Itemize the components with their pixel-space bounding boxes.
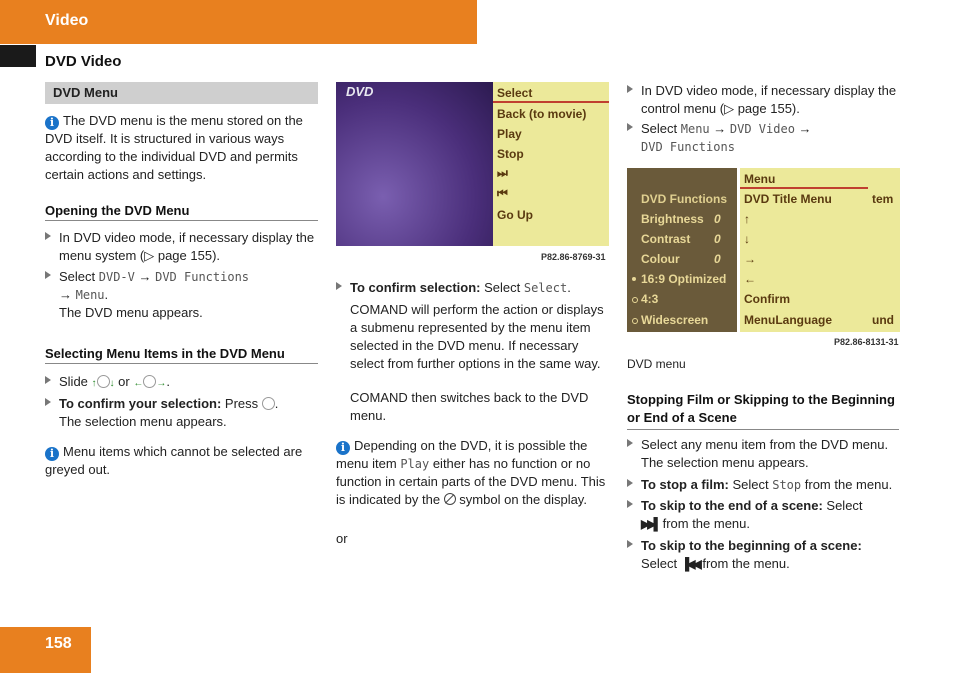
or-text: or — [114, 374, 134, 389]
menu-item: Back (to movie) — [497, 107, 587, 121]
left-icon: ← — [744, 272, 756, 286]
confirm-para-1: COMAND will perform the action or displays a submenu represented by the menu item selected in the DVD menu. If necessary select from further options in the same way. — [350, 302, 604, 371]
controller-icon — [143, 375, 156, 388]
brightness-value: 0 — [714, 212, 721, 226]
bullet-arrow-icon — [627, 85, 633, 93]
bullet-arrow-icon — [336, 282, 342, 290]
right-step-1-text: In DVD video mode, if necessary display the control menu (▷ page 155). — [641, 83, 897, 116]
dvd-menu-box-title: DVD Menu — [53, 85, 118, 100]
or-text: or — [336, 531, 348, 546]
down-arrow-icon: ↓ — [109, 378, 115, 389]
code-play: Play — [400, 457, 430, 471]
page-number-box — [0, 627, 91, 673]
menu-divider — [740, 187, 868, 189]
code-dvd-functions: DVD Functions — [155, 270, 250, 284]
period: . — [274, 396, 279, 411]
bullet-arrow-icon — [627, 479, 633, 487]
play-note-text-1: Depending on the DVD, it is possible the menu item — [336, 438, 588, 471]
open-step-1 — [45, 229, 319, 265]
stop-end: from the menu. — [801, 477, 893, 492]
skip-begin-label: To skip to the beginning of a scene: — [641, 538, 862, 553]
play-note — [336, 437, 611, 509]
colour-item: Colour — [641, 252, 680, 266]
dvd-video-image — [336, 82, 493, 246]
menu-item: Go Up — [497, 208, 533, 222]
confirm-text: Select — [480, 280, 524, 295]
confirm-label: To confirm selection: — [350, 280, 481, 295]
screenshot-caption: P82.86-8769-31 — [541, 252, 606, 262]
stop-step-1 — [627, 436, 916, 472]
open-result: The DVD menu appears. — [59, 305, 203, 320]
ratio-item: 4:3 — [641, 292, 659, 306]
code-dvd-v: DVD-V — [98, 270, 135, 284]
bullet-arrow-icon — [627, 540, 633, 548]
code-dvd-video: DVD Video — [729, 122, 795, 136]
confirm-label: To confirm your selection: — [59, 396, 222, 411]
greyed-note-text: Menu items which cannot be selected are greyed out. — [45, 444, 303, 477]
bullet-arrow-icon — [627, 439, 633, 447]
dvd-functions-title: DVD Functions — [641, 192, 727, 206]
intro-text: The DVD menu is the menu stored on the DVD itself. It is structured in various ways according to the individual DVD and permits certain actions and settings. — [45, 113, 303, 182]
bullet-arrow-icon — [45, 398, 51, 406]
intro-note — [45, 112, 320, 184]
slide-prefix: Slide — [59, 374, 92, 389]
down-icon: ↓ — [744, 232, 750, 246]
section-marker — [0, 45, 36, 67]
menu-item: Select — [497, 86, 533, 100]
select-step-1 — [45, 373, 319, 393]
partial-item: und — [872, 313, 894, 327]
confirm-item: Confirm — [744, 292, 790, 306]
select-heading: Selecting Menu Items in the DVD Menu — [45, 346, 318, 364]
confirm-para-2: COMAND then switches back to the DVD menu. — [350, 390, 589, 423]
stop-step-4 — [627, 537, 916, 573]
arrow-text: → — [794, 121, 812, 136]
skip-end-label: To skip to the end of a scene: — [641, 498, 823, 513]
code-stop: Stop — [772, 478, 802, 492]
right-step-2-prefix: Select — [641, 121, 681, 136]
code-menu: Menu — [75, 288, 105, 302]
info-icon: i — [45, 116, 59, 130]
right-arrow-icon: → — [156, 378, 167, 389]
up-icon: ↑ — [744, 212, 750, 226]
stop-text: Select — [728, 477, 773, 492]
up-arrow-icon: ↑ — [91, 378, 97, 389]
colour-value: 0 — [714, 252, 721, 266]
right-step-2 — [627, 120, 916, 156]
play-note-text-2: either has no function or no function in certain parts of the DVD menu. This is indicated by the — [336, 456, 606, 507]
widescreen-item: Widescreen — [641, 313, 709, 327]
arrow-text: → — [709, 121, 730, 136]
dvd-logo: DVD — [346, 84, 374, 99]
page-number: 158 — [45, 635, 72, 652]
menu-title: Menu — [744, 172, 776, 186]
press-text: Press — [221, 396, 262, 411]
confirm-step — [336, 279, 625, 297]
dvd-menu-screenshot — [336, 82, 609, 265]
partial-item: tem — [872, 192, 894, 206]
arrow-text: → — [59, 287, 76, 302]
bullet-arrow-icon — [45, 271, 51, 279]
menu-divider — [493, 101, 609, 103]
contrast-value: 0 — [714, 232, 721, 246]
stop-heading: Stopping Film or Skipping to the Beginning or End of a Scene — [627, 391, 899, 430]
arrow-text: → — [134, 269, 156, 284]
info-icon: i — [45, 447, 59, 461]
section-title: DVD Video — [45, 53, 122, 70]
period: . — [104, 287, 109, 302]
controller-icon — [97, 375, 110, 388]
header-title: Video — [45, 12, 89, 29]
skip-back-icon: ▐◀◀ — [680, 557, 699, 571]
stop-label: To stop a film: — [641, 477, 729, 492]
menu-item: Stop — [497, 147, 524, 161]
skip-end-text: Select — [822, 498, 863, 513]
skip-begin-text: Select — [641, 556, 681, 571]
skip-back-icon: ⏮ — [497, 186, 508, 200]
contrast-item: Contrast — [641, 232, 691, 246]
skip-end-end: from the menu. — [658, 516, 751, 531]
open-heading: Opening the DVD Menu — [45, 203, 318, 221]
open-step-1-text: In DVD video mode, if necessary display the menu system (▷ page 155). — [59, 230, 315, 263]
select-result: The selection menu appears. — [59, 414, 227, 429]
bullet-arrow-icon — [45, 232, 51, 240]
info-icon: i — [336, 441, 350, 455]
bullet-arrow-icon — [45, 376, 51, 384]
bullet-arrow-icon — [627, 500, 633, 508]
period: . — [166, 374, 170, 389]
stop-step-3 — [627, 497, 916, 533]
stop-step-1-text: Select any menu item from the DVD menu. — [641, 437, 889, 452]
right-step-1 — [627, 82, 916, 118]
skip-forward-icon: ⏭ — [497, 166, 508, 180]
select-step-2 — [45, 395, 319, 431]
bullet-arrow-icon — [627, 123, 633, 131]
stop-step-1-result: The selection menu appears. — [641, 455, 809, 470]
figure-label: DVD menu — [627, 357, 686, 371]
radio-icon — [632, 318, 638, 324]
radio-icon — [632, 297, 638, 303]
play-note-text-3: symbol on the display. — [455, 492, 587, 507]
dvd-menu-box — [45, 82, 318, 104]
radio-selected-icon — [632, 277, 636, 281]
prohibited-icon — [444, 493, 456, 505]
code-menu: Menu — [680, 122, 710, 136]
code-dvd-functions: DVD Functions — [641, 140, 735, 154]
screenshot-caption: P82.86-8131-31 — [834, 337, 899, 347]
skip-begin-end: from the menu. — [698, 556, 790, 571]
optimized-item: 16:9 Optimized — [641, 272, 727, 286]
right-icon: → — [744, 252, 756, 266]
skip-forward-icon: ▶▶▌ — [641, 517, 659, 531]
stop-step-2 — [627, 476, 916, 494]
brightness-item: Brightness — [641, 212, 704, 226]
open-step-2-prefix: Select — [59, 269, 99, 284]
dvd-functions-screenshot — [627, 168, 900, 351]
greyed-note — [45, 443, 320, 479]
left-arrow-icon: ← — [133, 378, 144, 389]
menu-item: Play — [497, 127, 522, 141]
open-step-2 — [45, 268, 319, 322]
code-select: Select — [523, 281, 568, 295]
title-menu-item: DVD Title Menu — [744, 192, 832, 206]
menu-language-item: MenuLanguage — [744, 313, 833, 327]
period: . — [567, 280, 571, 295]
press-controller-icon — [262, 397, 275, 410]
